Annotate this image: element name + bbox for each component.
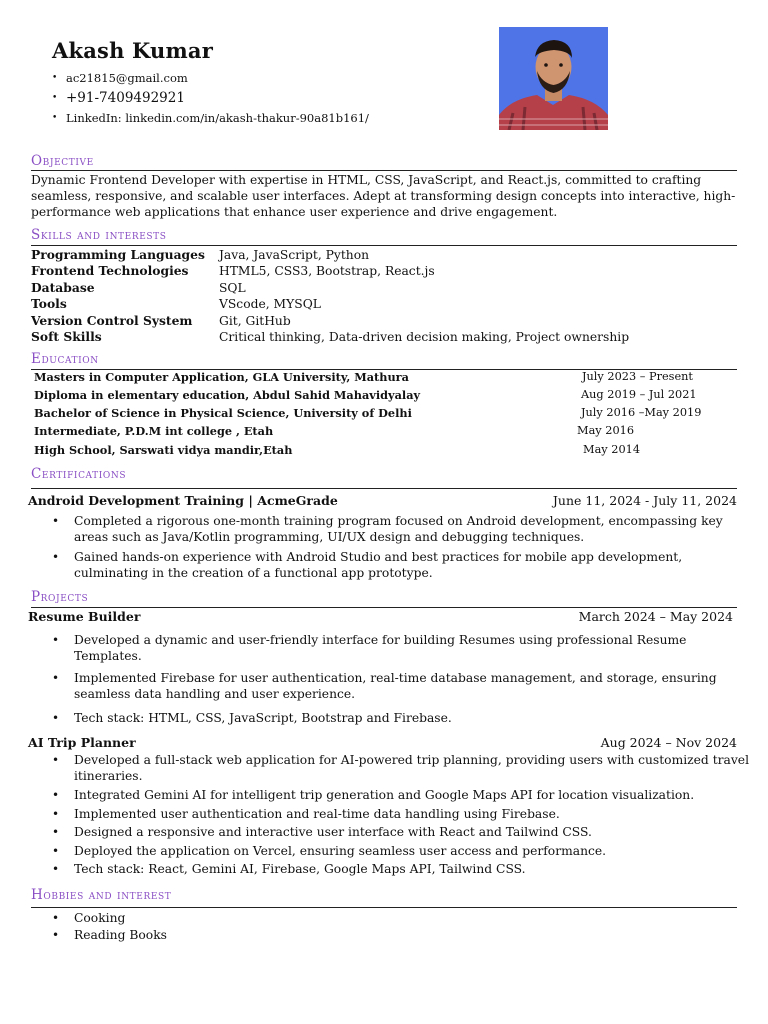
candidate-name: Akash Kumar [52,38,214,63]
section-title-education: Education [31,351,99,367]
hobby-item: • Reading Books [52,927,749,944]
project-date: March 2024 – May 2024 [578,609,733,624]
education-date: May 2016 [577,424,635,437]
section-title-certifications: Certifications [31,466,127,482]
skill-label: Frontend Technologies [31,263,189,278]
education-date: July 2023 – Present [582,370,693,383]
bullet-item: • Completed a rigorous one-month training program focused on Android development, encompassing key areas such as Java/Kotlin programming, UI/UX design and debugging techniques. [52,514,749,545]
bullet-item: • Designed a responsive and interactive user interface with React and Tailwind CSS. [52,825,749,841]
bullet-item: • Implemented Firebase for user authentication, real-time database management, and storage, ensuring seamless data handling and user experience. [52,671,749,702]
education-title: Bachelor of Science in Physical Science, University of Delhi [34,406,412,420]
hobby-item: • Cooking [52,910,749,927]
skill-label: Soft Skills [31,329,102,344]
bullet-item: • Developed a dynamic and user-friendly interface for building Resumes using professional Resume Templates. [52,633,749,664]
education-date: Aug 2019 – Jul 2021 [581,388,697,401]
objective-text: Dynamic Frontend Developer with expertise in HTML, CSS, JavaScript, and React.js, committed to crafting seamless, responsive, and scalable user interfaces. Adept at transforming design concepts into interactive, high-performance web applications that enhance user experience and drive engagement. [31,173,736,219]
skill-label: Database [31,280,95,295]
bullet-item: • Implemented user authentication and real-time data handling using Firebase. [52,807,749,823]
project-title: AI Trip Planner [28,735,136,750]
education-title: Masters in Computer Application, GLA University, Mathura [34,370,409,384]
skill-value: Git, GitHub [219,314,291,328]
profile-photo [499,27,608,130]
hobbies-list [52,910,749,944]
portrait-image [499,27,608,130]
certification-header [28,493,737,509]
divider [31,607,737,608]
project-bullets [52,753,749,878]
bullet-item: • Integrated Gemini AI for intelligent trip generation and Google Maps API for location visualization. [52,788,749,804]
project-bullets [52,633,749,727]
certification-date: June 11, 2024 - July 11, 2024 [552,493,737,508]
certification-bullets [52,514,749,581]
divider [31,245,737,246]
bullet-item: • Tech stack: HTML, CSS, JavaScript, Bootstrap and Firebase. [52,711,749,727]
section-title-objective: Objective [31,153,94,169]
education-date: May 2014 [583,443,641,456]
skill-value: Java, JavaScript, Python [219,248,370,262]
education-title: High School, Sarswati vidya mandir,Etah [34,443,293,457]
skill-label: Tools [31,296,67,311]
skill-value: VScode, MYSQL [219,297,321,311]
bullet-item: • Tech stack: React, Gemini AI, Firebase, Google Maps API, Tailwind CSS. [52,862,749,878]
divider [31,907,737,908]
bullet-item: • Deployed the application on Vercel, ensuring seamless user access and performance. [52,844,749,860]
skill-label: Programming Languages [31,247,205,262]
linkedin-link[interactable]: • LinkedIn: linkedin.com/in/akash-thakur-90a81b161/ [52,108,369,128]
bullet-item: • Gained hands-on experience with Android Studio and best practices for mobile app development, culminating in the creation of a functional app prototype. [52,550,749,581]
skill-label: Version Control System [31,313,193,328]
email[interactable]: • ac21815@gmail.com [52,68,369,88]
project-header [28,609,733,625]
project-date: Aug 2024 – Nov 2024 [600,735,737,750]
divider [31,170,737,171]
phone: • +91-7409492921 [52,88,369,108]
education-title: Diploma in elementary education, Abdul Sahid Mahavidyalay [34,388,421,402]
section-title-hobbies: Hobbies and interest [31,887,172,903]
project-title: Resume Builder [28,609,141,624]
contact-list [52,68,369,128]
section-title-skills: Skills and interests [31,227,167,243]
certification-title: Android Development Training | AcmeGrade [28,493,338,508]
skill-value: Critical thinking, Data-driven decision making, Project ownership [219,330,630,344]
bullet-item: • Developed a full-stack web application for AI-powered trip planning, providing users with customized travel itineraries. [52,753,749,784]
education-date: July 2016 –May 2019 [581,406,702,419]
section-title-projects: Projects [31,589,89,605]
skill-value: HTML5, CSS3, Bootstrap, React.js [219,264,435,278]
project-header [28,735,737,751]
skill-value: SQL [219,281,246,295]
education-title: Intermediate, P.D.M int college , Etah [34,424,274,438]
divider [31,488,737,489]
